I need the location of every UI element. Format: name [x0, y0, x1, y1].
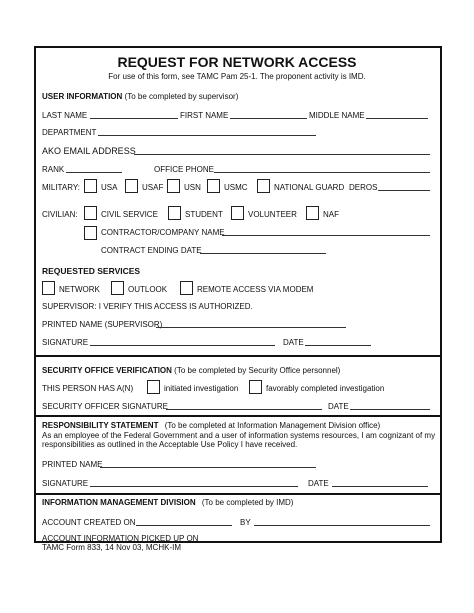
naf-checkbox[interactable]	[306, 206, 319, 220]
form-footer: TAMC Form 833, 14 Nov 03, MCHK-IM	[42, 543, 181, 552]
contractor-field[interactable]	[222, 235, 430, 236]
supervisor-signature-label: SIGNATURE	[42, 338, 89, 347]
rank-label: RANK	[42, 165, 65, 174]
civil-service-label: CIVIL SERVICE	[101, 210, 158, 219]
user-date-label: DATE	[308, 479, 329, 488]
form-title: REQUEST FOR NETWORK ACCESS	[117, 54, 357, 70]
usaf-checkbox[interactable]	[125, 179, 138, 193]
first-name-label: FIRST NAME	[180, 111, 229, 120]
user-printed-name-label: PRINTED NAME	[42, 460, 103, 469]
security-note: (To be completed by Security Office personnel)	[174, 366, 341, 375]
account-created-field[interactable]	[136, 525, 232, 526]
ako-email-label: AKO EMAIL ADDRESS	[42, 146, 136, 156]
usa-checkbox[interactable]	[84, 179, 97, 193]
security-date-label: DATE	[328, 402, 349, 411]
section-divider	[34, 355, 442, 357]
deros-label: DEROS	[349, 183, 378, 192]
initiated-investigation-label: initiated investigation	[164, 384, 239, 393]
last-name-label: LAST NAME	[42, 111, 88, 120]
ako-email-field[interactable]	[134, 154, 430, 155]
user-printed-name-field[interactable]	[100, 467, 316, 468]
usa-label: USA	[101, 183, 118, 192]
rank-field[interactable]	[66, 172, 122, 173]
supervisor-date-label: DATE	[283, 338, 304, 347]
naf-label: NAF	[323, 210, 339, 219]
responsibility-header: RESPONSIBILITY STATEMENT	[42, 421, 159, 430]
responsibility-text-2: responsibilities as outlined in the Acceptable Use Policy I have received.	[42, 440, 298, 449]
network-label: NETWORK	[59, 285, 100, 294]
picked-up-label: ACCOUNT INFORMATION PICKED UP ON	[42, 534, 199, 541]
supervisor-printed-name-field[interactable]	[156, 327, 346, 328]
user-info-heading	[42, 92, 238, 102]
contract-end-label: CONTRACT ENDING DATE	[101, 246, 202, 255]
initiated-investigation-checkbox[interactable]	[147, 380, 160, 394]
first-name-field[interactable]	[230, 118, 307, 119]
security-heading	[42, 366, 340, 376]
responsibility-note: (To be completed at Information Management Division office)	[164, 421, 381, 430]
national-guard-label: NATIONAL GUARD	[274, 183, 345, 192]
usmc-label: USMC	[224, 183, 248, 192]
last-name-field[interactable]	[90, 118, 178, 119]
user-signature-label: SIGNATURE	[42, 479, 89, 488]
imd-note: (To be completed by IMD)	[201, 498, 294, 507]
national-guard-checkbox[interactable]	[257, 179, 270, 193]
user-signature-field[interactable]	[90, 486, 298, 487]
supervisor-printed-name-label: PRINTED NAME (SUPERVISOR)	[42, 320, 163, 329]
deros-field[interactable]	[378, 190, 430, 191]
supervisor-signature-field[interactable]	[90, 345, 275, 346]
favorably-completed-checkbox[interactable]	[249, 380, 262, 394]
contractor-label: CONTRACTOR/COMPANY NAME	[101, 228, 225, 237]
contractor-checkbox[interactable]	[84, 226, 97, 240]
requested-services-header: REQUESTED SERVICES	[42, 266, 141, 276]
middle-name-label: MIDDLE NAME	[309, 111, 365, 120]
office-phone-field[interactable]	[214, 172, 430, 173]
user-info-header: USER INFORMATION	[42, 92, 123, 101]
by-field[interactable]	[254, 525, 430, 526]
security-officer-signature-field[interactable]	[166, 409, 322, 410]
imd-header: INFORMATION MANAGEMENT DIVISION	[42, 498, 196, 507]
usn-label: USN	[184, 183, 201, 192]
department-label: DEPARTMENT	[42, 128, 97, 137]
military-label: MILITARY:	[42, 183, 80, 192]
responsibility-text-1: As an employee of the Federal Government and a user of information systems resources, I am cognizant of my	[42, 431, 436, 440]
by-label: BY	[240, 518, 251, 527]
office-phone-label: OFFICE PHONE	[154, 165, 215, 174]
usaf-label: USAF	[142, 183, 164, 192]
volunteer-checkbox[interactable]	[231, 206, 244, 220]
usn-checkbox[interactable]	[167, 179, 180, 193]
section-divider	[34, 493, 442, 495]
volunteer-label: VOLUNTEER	[248, 210, 297, 219]
middle-name-field[interactable]	[366, 118, 428, 119]
account-created-label: ACCOUNT CREATED ON	[42, 518, 136, 527]
contract-end-field[interactable]	[200, 253, 326, 254]
civilian-label: CIVILIAN:	[42, 210, 78, 219]
usmc-checkbox[interactable]	[207, 179, 220, 193]
network-checkbox[interactable]	[42, 281, 55, 295]
responsibility-heading	[42, 421, 380, 431]
form-subtitle: For use of this form, see TAMC Pam 25-1. The proponent activity is IMD.	[108, 72, 366, 81]
user-date-field[interactable]	[332, 486, 428, 487]
security-officer-signature-label: SECURITY OFFICER SIGNATURE	[42, 402, 168, 411]
outlook-label: OUTLOOK	[128, 285, 168, 294]
civil-service-checkbox[interactable]	[84, 206, 97, 220]
student-label: STUDENT	[185, 210, 223, 219]
favorably-completed-label: favorably completed investigation	[266, 384, 385, 393]
remote-access-label: REMOTE ACCESS VIA MODEM	[197, 285, 314, 294]
remote-access-checkbox[interactable]	[180, 281, 193, 295]
security-date-field[interactable]	[350, 409, 430, 410]
supervisor-verify-text: SUPERVISOR: I VERIFY THIS ACCESS IS AUTHORIZED.	[42, 302, 253, 311]
security-header: SECURITY OFFICE VERIFICATION	[42, 366, 172, 375]
student-checkbox[interactable]	[168, 206, 181, 220]
supervisor-date-field[interactable]	[305, 345, 371, 346]
section-divider	[34, 415, 442, 417]
user-info-note: (To be completed by supervisor)	[124, 92, 239, 101]
person-has-label: THIS PERSON HAS A(N)	[42, 384, 134, 393]
department-field[interactable]	[98, 135, 316, 136]
outlook-checkbox[interactable]	[111, 281, 124, 295]
imd-heading	[42, 498, 293, 508]
